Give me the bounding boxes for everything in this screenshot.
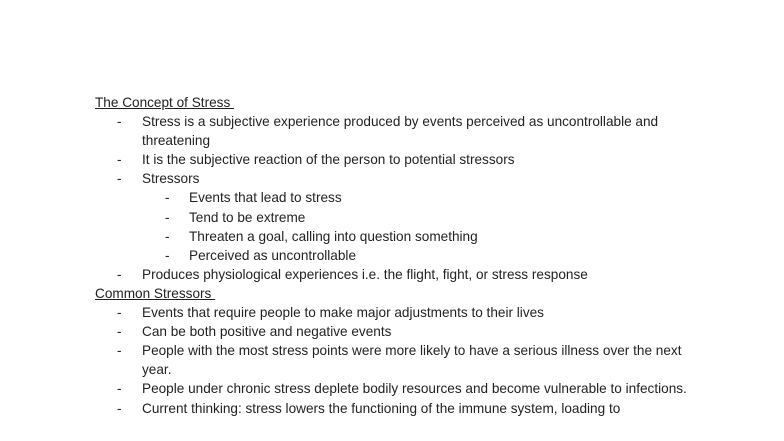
list-item [95, 399, 702, 418]
section-heading-concept-of-stress: The Concept of Stress [95, 95, 235, 110]
bullet-text: Events that require people to make major adjustments to their lives [142, 305, 544, 321]
bullet-dash: - [117, 381, 122, 397]
sub-list-item [142, 188, 702, 207]
list-item [95, 150, 702, 169]
sub-bullet-text: Events that lead to stress [189, 190, 342, 206]
bullet-text: Stress is a subjective experience produced by events perceived as uncontrollable and threatening [142, 114, 659, 149]
bullet-dash: - [117, 400, 122, 416]
bullet-dash: - [117, 171, 122, 187]
list-item [95, 112, 702, 150]
sub-bullet-list-stressors [142, 188, 702, 264]
section-heading-common-stressors: Common Stressors [95, 285, 216, 301]
document-body [95, 93, 775, 418]
bullet-text: Produces physiological experiences i.e. the flight, fight, or stress response [142, 266, 588, 282]
bullet-dash: - [117, 152, 122, 168]
sub-list-item [142, 246, 702, 265]
sub-bullet-text: Tend to be extreme [189, 209, 306, 225]
list-item [95, 169, 702, 264]
sub-bullet-text: Perceived as uncontrollable [189, 247, 357, 263]
bullet-dash: - [165, 209, 170, 225]
bullet-text: Current thinking: stress lowers the functioning of the immune system, loading to [142, 400, 621, 416]
bullet-list-concept-of-stress [95, 112, 775, 284]
bullet-dash: - [165, 190, 170, 206]
bullet-dash: - [117, 305, 122, 321]
sub-list-item [142, 227, 702, 246]
sub-list-item [142, 208, 702, 227]
bullet-text: Stressors [142, 171, 200, 187]
bullet-dash: - [117, 324, 122, 340]
list-item [95, 341, 702, 379]
list-item [95, 303, 702, 322]
bullet-text: It is the subjective reaction of the person to potential stressors [142, 152, 515, 168]
bullet-dash: - [165, 247, 170, 263]
bullet-dash: - [117, 114, 122, 130]
list-item [95, 379, 702, 398]
list-item [95, 322, 702, 341]
sub-bullet-text: Threaten a goal, calling into question something [189, 228, 478, 244]
bullet-dash: - [117, 343, 122, 359]
bullet-dash: - [165, 228, 170, 244]
bullet-text: People with the most stress points were more likely to have a serious illness over the next year. [142, 343, 682, 378]
bullet-list-common-stressors [95, 303, 775, 418]
bullet-text: People under chronic stress deplete bodily resources and become vulnerable to infections. [142, 381, 687, 397]
bullet-text: Can be both positive and negative events [142, 324, 392, 340]
bullet-dash: - [117, 266, 122, 282]
list-item [95, 265, 702, 284]
